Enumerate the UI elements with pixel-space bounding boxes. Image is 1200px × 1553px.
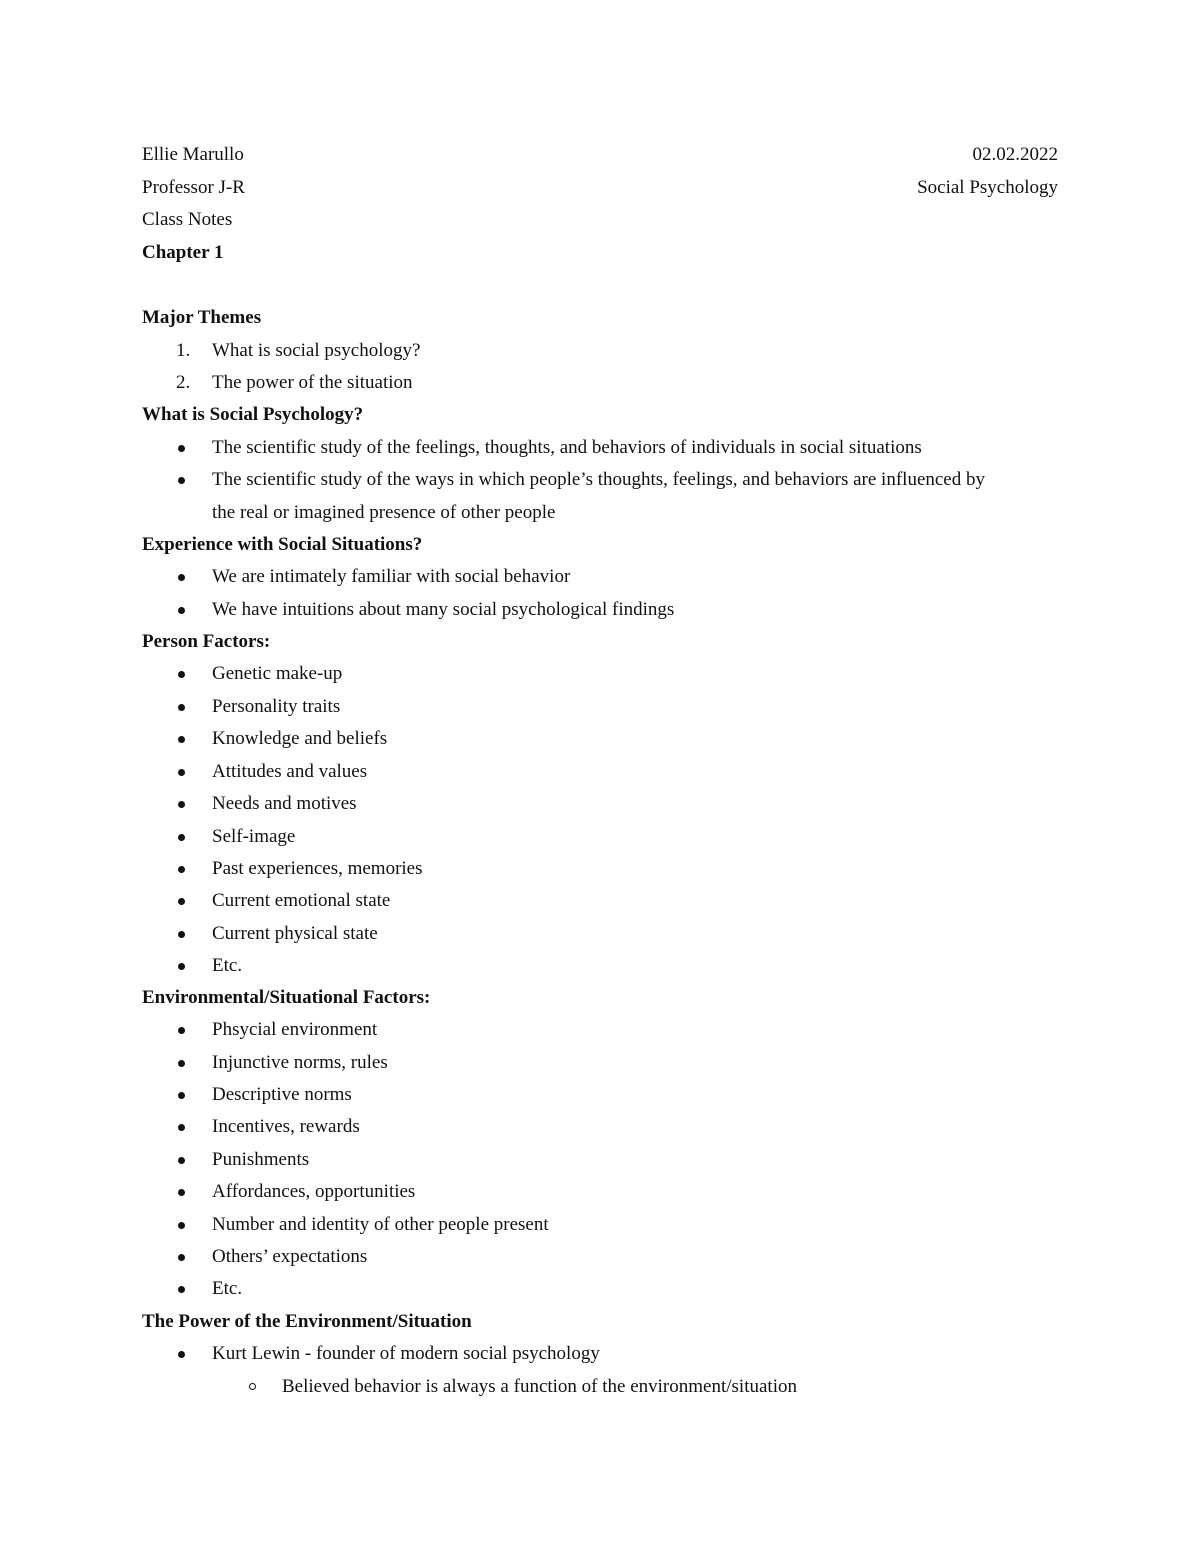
bullet-icon <box>178 769 185 776</box>
bullet-icon <box>178 931 185 938</box>
list-item: Etc. <box>212 1278 243 1299</box>
bullet-icon <box>178 963 185 970</box>
list-item-continuation: the real or imagined presence of other people <box>212 502 556 523</box>
course-name: Social Psychology <box>917 177 1058 198</box>
list-item: Needs and motives <box>212 793 357 814</box>
professor-name: Professor J-R <box>142 177 245 198</box>
chapter-title: Chapter 1 <box>142 242 224 263</box>
list-item: Attitudes and values <box>212 761 368 782</box>
list-item: Past experiences, memories <box>212 858 423 879</box>
list-item: The scientific study of the feelings, thoughts, and behaviors of individuals in social situations <box>212 437 922 458</box>
section-heading-experience: Experience with Social Situations? <box>142 534 423 555</box>
list-item: We have intuitions about many social psychological findings <box>212 599 675 620</box>
document-type: Class Notes <box>142 209 233 230</box>
bullet-icon <box>178 1286 185 1293</box>
bullet-icon <box>178 1060 185 1067</box>
bullet-icon <box>178 834 185 841</box>
bullet-icon <box>178 736 185 743</box>
list-item: Kurt Lewin - founder of modern social psychology <box>212 1343 600 1364</box>
bullet-icon <box>178 607 185 614</box>
list-item: Personality traits <box>212 696 341 717</box>
section-heading-power: The Power of the Environment/Situation <box>142 1311 472 1332</box>
list-item: The power of the situation <box>212 372 413 393</box>
list-item: Others’ expectations <box>212 1246 368 1267</box>
list-item: Current physical state <box>212 923 378 944</box>
bullet-icon <box>178 1092 185 1099</box>
bullet-icon <box>178 477 185 484</box>
bullet-icon <box>178 1027 185 1034</box>
list-item: Genetic make-up <box>212 663 343 684</box>
list-number: 1. <box>176 340 191 361</box>
list-item: Knowledge and beliefs <box>212 728 388 749</box>
bullet-icon <box>178 704 185 711</box>
section-heading-major-themes: Major Themes <box>142 307 262 328</box>
bullet-icon <box>178 1157 185 1164</box>
bullet-icon <box>178 574 185 581</box>
list-item: The scientific study of the ways in which people’s thoughts, feelings, and behaviors are influenced by <box>212 469 985 490</box>
bullet-icon <box>178 1222 185 1229</box>
list-item: Etc. <box>212 955 243 976</box>
bullet-icon <box>178 671 185 678</box>
sub-list-item: Believed behavior is always a function of the environment/situation <box>282 1376 797 1397</box>
author-name: Ellie Marullo <box>142 144 244 165</box>
list-item: Current emotional state <box>212 890 391 911</box>
list-item: Descriptive norms <box>212 1084 352 1105</box>
document-date: 02.02.2022 <box>972 144 1058 165</box>
hollow-bullet-icon <box>249 1383 256 1390</box>
section-heading-environmental-factors: Environmental/Situational Factors: <box>142 987 431 1008</box>
bullet-icon <box>178 1351 185 1358</box>
list-item: Injunctive norms, rules <box>212 1052 388 1073</box>
list-number: 2. <box>176 372 191 393</box>
list-item: Incentives, rewards <box>212 1116 360 1137</box>
list-item: Number and identity of other people present <box>212 1214 549 1235</box>
section-heading-person-factors: Person Factors: <box>142 631 271 652</box>
bullet-icon <box>178 1189 185 1196</box>
list-item: Phsycial environment <box>212 1019 378 1040</box>
list-item: What is social psychology? <box>212 340 421 361</box>
list-item: Self-image <box>212 826 296 847</box>
bullet-icon <box>178 866 185 873</box>
bullet-icon <box>178 898 185 905</box>
bullet-icon <box>178 801 185 808</box>
bullet-icon <box>178 445 185 452</box>
list-item: Affordances, opportunities <box>212 1181 416 1202</box>
list-item: We are intimately familiar with social behavior <box>212 566 571 587</box>
bullet-icon <box>178 1124 185 1131</box>
section-heading-what-is: What is Social Psychology? <box>142 404 364 425</box>
bullet-icon <box>178 1254 185 1261</box>
list-item: Punishments <box>212 1149 310 1170</box>
